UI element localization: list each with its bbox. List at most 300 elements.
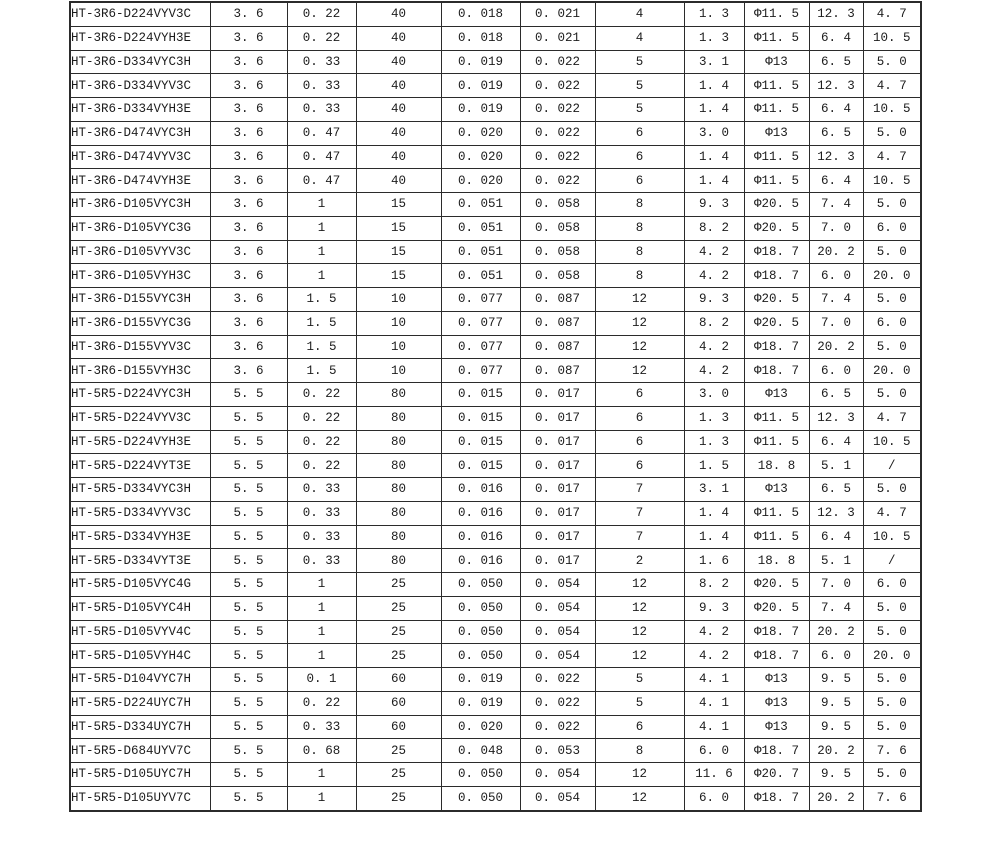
value-cell: Φ18. 7	[744, 620, 809, 644]
value-cell: Φ13	[744, 121, 809, 145]
value-cell: 5. 5	[210, 549, 287, 573]
value-cell: 3. 6	[210, 264, 287, 288]
value-cell: 0. 051	[441, 240, 520, 264]
value-cell: 8. 2	[684, 311, 744, 335]
value-cell: 4. 7	[863, 2, 921, 26]
value-cell: 12	[595, 596, 684, 620]
value-cell: 0. 22	[287, 406, 356, 430]
model-cell: HT-5R5-D105UYV7C	[70, 786, 210, 810]
value-cell: 0. 048	[441, 739, 520, 763]
table-row	[70, 26, 921, 50]
table-row	[70, 169, 921, 193]
value-cell: 20. 2	[809, 786, 863, 810]
value-cell: 0. 077	[441, 335, 520, 359]
value-cell: Φ13	[744, 715, 809, 739]
table-row	[70, 691, 921, 715]
value-cell: 3. 6	[210, 240, 287, 264]
model-cell: HT-3R6-D224VYH3E	[70, 26, 210, 50]
value-cell: 0. 017	[520, 406, 595, 430]
value-cell: 0. 22	[287, 430, 356, 454]
value-cell: 1. 4	[684, 169, 744, 193]
table-row	[70, 98, 921, 122]
value-cell: 7. 0	[809, 311, 863, 335]
value-cell: 0. 016	[441, 525, 520, 549]
value-cell: 0. 054	[520, 596, 595, 620]
value-cell: 8	[595, 264, 684, 288]
value-cell: 1	[287, 644, 356, 668]
value-cell: 0. 017	[520, 478, 595, 502]
value-cell: 0. 022	[520, 121, 595, 145]
value-cell: 6. 4	[809, 98, 863, 122]
value-cell: Φ20. 5	[744, 573, 809, 597]
value-cell: 12	[595, 311, 684, 335]
value-cell: 5. 0	[863, 288, 921, 312]
value-cell: 5. 5	[210, 596, 287, 620]
value-cell: 60	[356, 691, 441, 715]
value-cell: 0. 054	[520, 644, 595, 668]
value-cell: 1	[287, 763, 356, 787]
value-cell: 0. 022	[520, 145, 595, 169]
value-cell: 6. 4	[809, 169, 863, 193]
value-cell: 4. 7	[863, 406, 921, 430]
value-cell: 0. 022	[520, 74, 595, 98]
value-cell: 0. 015	[441, 454, 520, 478]
value-cell: 0. 050	[441, 573, 520, 597]
model-cell: HT-5R5-D104VYC7H	[70, 668, 210, 692]
value-cell: Φ20. 5	[744, 288, 809, 312]
value-cell: Φ13	[744, 50, 809, 74]
value-cell: 25	[356, 644, 441, 668]
value-cell: 10. 5	[863, 525, 921, 549]
value-cell: 12	[595, 288, 684, 312]
value-cell: 7. 4	[809, 193, 863, 217]
table-row	[70, 383, 921, 407]
value-cell: 6. 0	[863, 573, 921, 597]
value-cell: 6. 0	[863, 311, 921, 335]
value-cell: 0. 017	[520, 383, 595, 407]
value-cell: 6	[595, 406, 684, 430]
value-cell: 3. 1	[684, 50, 744, 74]
value-cell: 5	[595, 50, 684, 74]
value-cell: 5. 5	[210, 573, 287, 597]
value-cell: 1. 3	[684, 430, 744, 454]
value-cell: Φ18. 7	[744, 240, 809, 264]
table-row	[70, 193, 921, 217]
value-cell: 0. 022	[520, 691, 595, 715]
value-cell: 8. 2	[684, 216, 744, 240]
value-cell: 5. 5	[210, 383, 287, 407]
table-row	[70, 549, 921, 573]
value-cell: 0. 054	[520, 573, 595, 597]
value-cell: 3. 6	[210, 359, 287, 383]
value-cell: 0. 058	[520, 216, 595, 240]
value-cell: 5. 5	[210, 763, 287, 787]
value-cell: 2	[595, 549, 684, 573]
model-cell: HT-5R5-D105VYC4H	[70, 596, 210, 620]
table-row	[70, 145, 921, 169]
value-cell: 9. 5	[809, 763, 863, 787]
table-row	[70, 264, 921, 288]
value-cell: 0. 018	[441, 26, 520, 50]
model-cell: HT-5R5-D224VYH3E	[70, 430, 210, 454]
value-cell: 1. 3	[684, 406, 744, 430]
value-cell: 5. 5	[210, 668, 287, 692]
value-cell: 5. 0	[863, 478, 921, 502]
model-cell: HT-5R5-D105VYH4C	[70, 644, 210, 668]
value-cell: 0. 077	[441, 359, 520, 383]
value-cell: 0. 087	[520, 335, 595, 359]
value-cell: Φ20. 5	[744, 216, 809, 240]
value-cell: 80	[356, 549, 441, 573]
value-cell: 12	[595, 335, 684, 359]
value-cell: Φ20. 5	[744, 596, 809, 620]
value-cell: 4. 1	[684, 668, 744, 692]
model-cell: HT-3R6-D105VYH3C	[70, 264, 210, 288]
model-cell: HT-5R5-D684UYV7C	[70, 739, 210, 763]
value-cell: 0. 22	[287, 454, 356, 478]
value-cell: 0. 019	[441, 74, 520, 98]
value-cell: 0. 22	[287, 2, 356, 26]
value-cell: Φ18. 7	[744, 359, 809, 383]
value-cell: Φ11. 5	[744, 145, 809, 169]
value-cell: 12. 3	[809, 2, 863, 26]
value-cell: 0. 022	[520, 98, 595, 122]
value-cell: 0. 050	[441, 786, 520, 810]
value-cell: 1. 5	[287, 288, 356, 312]
value-cell: 0. 017	[520, 549, 595, 573]
model-cell: HT-3R6-D155VYH3C	[70, 359, 210, 383]
value-cell: 0. 058	[520, 193, 595, 217]
value-cell: 5. 5	[210, 430, 287, 454]
value-cell: 5. 0	[863, 691, 921, 715]
value-cell: 9. 3	[684, 193, 744, 217]
value-cell: 0. 020	[441, 715, 520, 739]
value-cell: 0. 015	[441, 430, 520, 454]
value-cell: Φ18. 7	[744, 739, 809, 763]
value-cell: 4. 7	[863, 501, 921, 525]
value-cell: 9. 5	[809, 715, 863, 739]
value-cell: 6. 4	[809, 26, 863, 50]
value-cell: 6. 5	[809, 478, 863, 502]
table-row	[70, 668, 921, 692]
table-row	[70, 74, 921, 98]
value-cell: 0. 022	[520, 715, 595, 739]
value-cell: 3. 6	[210, 169, 287, 193]
value-cell: 0. 050	[441, 763, 520, 787]
value-cell: Φ18. 7	[744, 786, 809, 810]
value-cell: 3. 6	[210, 2, 287, 26]
value-cell: 0. 019	[441, 668, 520, 692]
model-cell: HT-3R6-D155VYC3H	[70, 288, 210, 312]
value-cell: 0. 087	[520, 288, 595, 312]
table-row	[70, 478, 921, 502]
value-cell: 0. 077	[441, 288, 520, 312]
value-cell: 10. 5	[863, 430, 921, 454]
value-cell: Φ11. 5	[744, 169, 809, 193]
value-cell: /	[863, 549, 921, 573]
value-cell: 0. 018	[441, 2, 520, 26]
value-cell: 1. 5	[684, 454, 744, 478]
value-cell: 5. 5	[210, 454, 287, 478]
value-cell: 12. 3	[809, 74, 863, 98]
value-cell: 1. 5	[287, 311, 356, 335]
model-cell: HT-3R6-D474VYV3C	[70, 145, 210, 169]
value-cell: 0. 053	[520, 739, 595, 763]
value-cell: 0. 47	[287, 121, 356, 145]
value-cell: 0. 33	[287, 501, 356, 525]
value-cell: 1. 5	[287, 335, 356, 359]
value-cell: 3. 6	[210, 121, 287, 145]
value-cell: 12	[595, 359, 684, 383]
value-cell: 0. 058	[520, 240, 595, 264]
value-cell: 0. 054	[520, 620, 595, 644]
model-cell: HT-5R5-D224VYT3E	[70, 454, 210, 478]
value-cell: 0. 020	[441, 145, 520, 169]
value-cell: 3. 6	[210, 193, 287, 217]
model-cell: HT-5R5-D334VYT3E	[70, 549, 210, 573]
value-cell: 0. 47	[287, 169, 356, 193]
table-row	[70, 739, 921, 763]
value-cell: 0. 051	[441, 216, 520, 240]
model-cell: HT-3R6-D155VYV3C	[70, 335, 210, 359]
value-cell: 80	[356, 478, 441, 502]
model-cell: HT-5R5-D105VYC4G	[70, 573, 210, 597]
value-cell: 0. 021	[520, 2, 595, 26]
value-cell: Φ11. 5	[744, 501, 809, 525]
value-cell: 0. 47	[287, 145, 356, 169]
value-cell: 15	[356, 216, 441, 240]
value-cell: Φ11. 5	[744, 525, 809, 549]
value-cell: 80	[356, 383, 441, 407]
value-cell: 60	[356, 668, 441, 692]
value-cell: Φ18. 7	[744, 335, 809, 359]
value-cell: 0. 022	[520, 50, 595, 74]
value-cell: 5. 0	[863, 335, 921, 359]
value-cell: 5	[595, 668, 684, 692]
table-row	[70, 573, 921, 597]
value-cell: 6. 0	[809, 644, 863, 668]
value-cell: 1	[287, 596, 356, 620]
value-cell: 11. 6	[684, 763, 744, 787]
value-cell: 0. 020	[441, 169, 520, 193]
value-cell: 3. 6	[210, 216, 287, 240]
value-cell: 5. 5	[210, 501, 287, 525]
table-row	[70, 311, 921, 335]
value-cell: 25	[356, 786, 441, 810]
table-row	[70, 216, 921, 240]
model-cell: HT-3R6-D334VYC3H	[70, 50, 210, 74]
value-cell: 5. 0	[863, 240, 921, 264]
value-cell: 0. 015	[441, 406, 520, 430]
value-cell: 8	[595, 240, 684, 264]
value-cell: 0. 016	[441, 501, 520, 525]
value-cell: 3. 6	[210, 74, 287, 98]
value-cell: 40	[356, 74, 441, 98]
value-cell: 25	[356, 573, 441, 597]
value-cell: 6	[595, 169, 684, 193]
value-cell: 15	[356, 264, 441, 288]
value-cell: 40	[356, 50, 441, 74]
value-cell: 0. 33	[287, 74, 356, 98]
value-cell: 6. 0	[863, 216, 921, 240]
value-cell: 0. 33	[287, 549, 356, 573]
table-row	[70, 525, 921, 549]
value-cell: 5. 0	[863, 193, 921, 217]
value-cell: 5. 5	[210, 644, 287, 668]
model-cell: HT-5R5-D105UYC7H	[70, 763, 210, 787]
value-cell: 7. 0	[809, 216, 863, 240]
value-cell: 7	[595, 525, 684, 549]
table-row	[70, 359, 921, 383]
model-cell: HT-3R6-D224VYV3C	[70, 2, 210, 26]
value-cell: 10. 5	[863, 98, 921, 122]
value-cell: 1. 4	[684, 501, 744, 525]
value-cell: 6. 5	[809, 121, 863, 145]
value-cell: 7. 6	[863, 786, 921, 810]
value-cell: 18. 8	[744, 454, 809, 478]
value-cell: 7	[595, 501, 684, 525]
table-row	[70, 454, 921, 478]
value-cell: 0. 016	[441, 549, 520, 573]
value-cell: /	[863, 454, 921, 478]
value-cell: 4. 2	[684, 620, 744, 644]
value-cell: 0. 017	[520, 501, 595, 525]
value-cell: 0. 050	[441, 620, 520, 644]
value-cell: 6	[595, 454, 684, 478]
value-cell: 12	[595, 620, 684, 644]
value-cell: 3. 0	[684, 121, 744, 145]
value-cell: 9. 5	[809, 691, 863, 715]
value-cell: 10. 5	[863, 26, 921, 50]
model-cell: HT-3R6-D474VYC3H	[70, 121, 210, 145]
value-cell: 4. 2	[684, 359, 744, 383]
value-cell: 20. 0	[863, 644, 921, 668]
value-cell: 0. 087	[520, 359, 595, 383]
value-cell: 10	[356, 288, 441, 312]
value-cell: 12	[595, 573, 684, 597]
value-cell: 0. 019	[441, 691, 520, 715]
value-cell: 0. 017	[520, 430, 595, 454]
value-cell: 18. 8	[744, 549, 809, 573]
value-cell: 4. 2	[684, 644, 744, 668]
model-cell: HT-3R6-D334VYV3C	[70, 74, 210, 98]
model-cell: HT-5R5-D334VYC3H	[70, 478, 210, 502]
value-cell: 3. 0	[684, 383, 744, 407]
value-cell: 10	[356, 335, 441, 359]
value-cell: 0. 077	[441, 311, 520, 335]
value-cell: 7. 4	[809, 596, 863, 620]
value-cell: Φ20. 7	[744, 763, 809, 787]
model-cell: HT-3R6-D105VYC3H	[70, 193, 210, 217]
value-cell: 20. 0	[863, 359, 921, 383]
value-cell: Φ20. 5	[744, 193, 809, 217]
value-cell: 0. 058	[520, 264, 595, 288]
value-cell: 5	[595, 74, 684, 98]
value-cell: 60	[356, 715, 441, 739]
value-cell: 12. 3	[809, 145, 863, 169]
table-row	[70, 288, 921, 312]
value-cell: 12	[595, 786, 684, 810]
value-cell: 5. 0	[863, 596, 921, 620]
value-cell: 0. 22	[287, 26, 356, 50]
value-cell: 1. 4	[684, 525, 744, 549]
table-row	[70, 430, 921, 454]
value-cell: 3. 6	[210, 335, 287, 359]
value-cell: 3. 6	[210, 50, 287, 74]
value-cell: 0. 22	[287, 691, 356, 715]
value-cell: 7. 0	[809, 573, 863, 597]
value-cell: 20. 2	[809, 620, 863, 644]
value-cell: 0. 051	[441, 264, 520, 288]
model-cell: HT-3R6-D105VYC3G	[70, 216, 210, 240]
value-cell: 6	[595, 383, 684, 407]
value-cell: 0. 050	[441, 644, 520, 668]
value-cell: 0. 017	[520, 525, 595, 549]
value-cell: 0. 022	[520, 668, 595, 692]
value-cell: Φ11. 5	[744, 26, 809, 50]
value-cell: 0. 68	[287, 739, 356, 763]
value-cell: Φ13	[744, 668, 809, 692]
value-cell: Φ18. 7	[744, 644, 809, 668]
value-cell: 0. 019	[441, 98, 520, 122]
model-cell: HT-5R5-D334VYH3E	[70, 525, 210, 549]
value-cell: 10	[356, 311, 441, 335]
value-cell: 1. 5	[287, 359, 356, 383]
value-cell: 6. 4	[809, 430, 863, 454]
value-cell: 4. 7	[863, 145, 921, 169]
value-cell: 4. 2	[684, 335, 744, 359]
table-row	[70, 596, 921, 620]
table-row	[70, 786, 921, 810]
value-cell: 5. 5	[210, 715, 287, 739]
value-cell: 25	[356, 620, 441, 644]
model-cell: HT-5R5-D105VYV4C	[70, 620, 210, 644]
value-cell: 6. 0	[684, 739, 744, 763]
value-cell: 25	[356, 596, 441, 620]
table-row	[70, 335, 921, 359]
value-cell: 10. 5	[863, 169, 921, 193]
model-cell: HT-3R6-D474VYH3E	[70, 169, 210, 193]
table-row	[70, 501, 921, 525]
value-cell: 40	[356, 26, 441, 50]
table-row	[70, 2, 921, 26]
value-cell: 80	[356, 501, 441, 525]
model-cell: HT-5R5-D334VYV3C	[70, 501, 210, 525]
value-cell: 5. 5	[210, 620, 287, 644]
value-cell: 0. 054	[520, 763, 595, 787]
value-cell: 5. 0	[863, 121, 921, 145]
value-cell: 9. 5	[809, 668, 863, 692]
value-cell: 7	[595, 478, 684, 502]
value-cell: 5. 0	[863, 668, 921, 692]
value-cell: 80	[356, 525, 441, 549]
value-cell: 0. 33	[287, 50, 356, 74]
value-cell: Φ11. 5	[744, 74, 809, 98]
value-cell: 5. 1	[809, 454, 863, 478]
value-cell: 5. 0	[863, 715, 921, 739]
value-cell: 4. 2	[684, 240, 744, 264]
value-cell: 0. 020	[441, 121, 520, 145]
model-cell: HT-5R5-D334UYC7H	[70, 715, 210, 739]
value-cell: 1	[287, 240, 356, 264]
value-cell: 8	[595, 739, 684, 763]
value-cell: 4. 2	[684, 264, 744, 288]
value-cell: Φ11. 5	[744, 2, 809, 26]
value-cell: 40	[356, 2, 441, 26]
value-cell: 1. 6	[684, 549, 744, 573]
value-cell: 9. 3	[684, 596, 744, 620]
value-cell: 0. 054	[520, 786, 595, 810]
